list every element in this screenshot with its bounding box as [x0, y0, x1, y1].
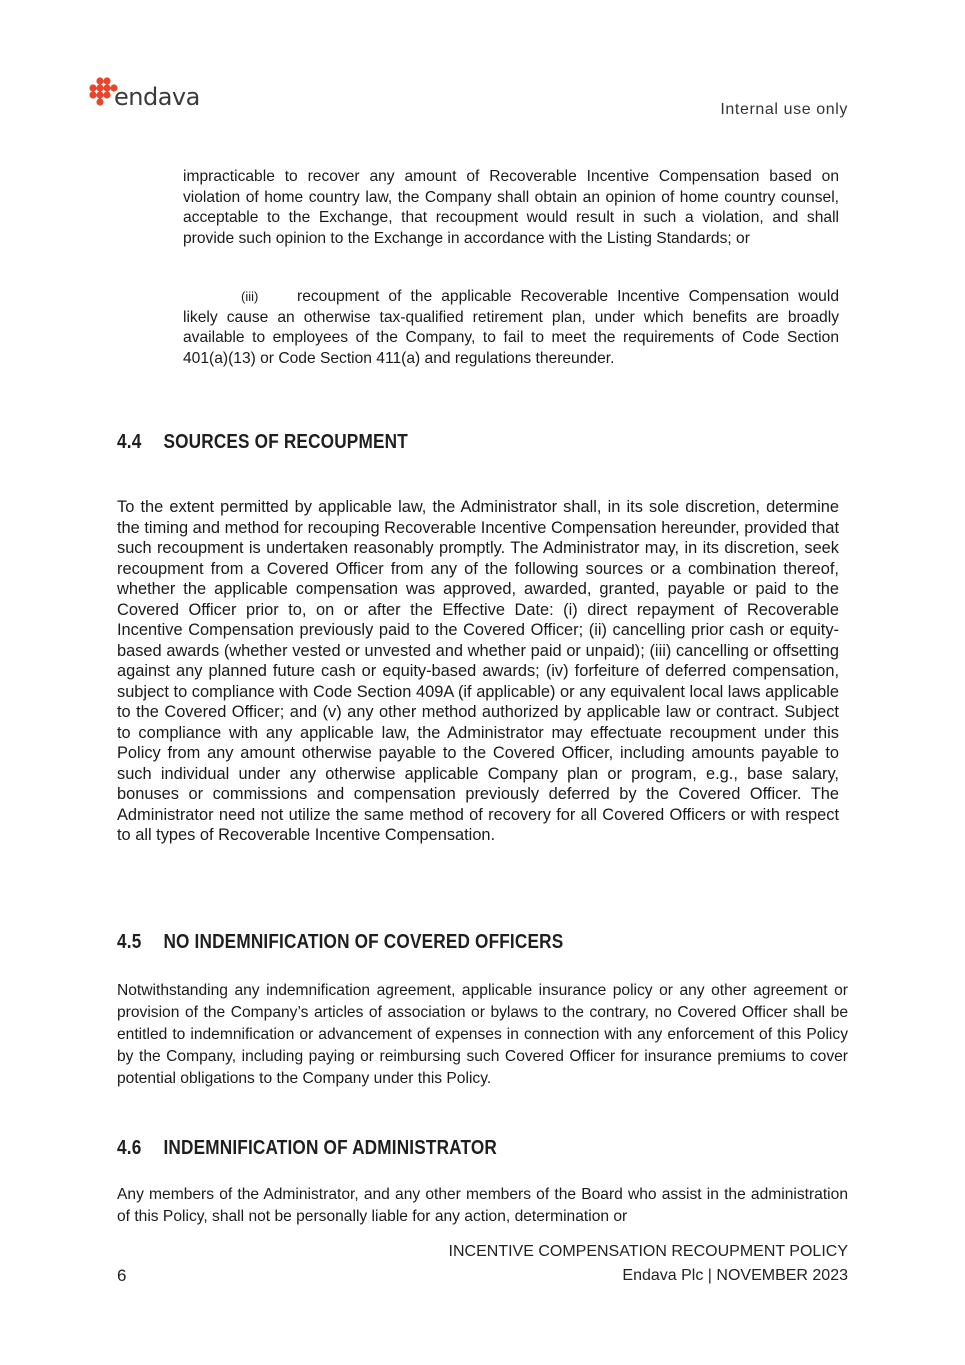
section-number: 4.4: [117, 431, 142, 453]
list-item-body: recoupment of the applicable Recoverable Incentive Compensation would likely cause an otherwise tax-qualified retirement plan, under which benefits are broadly available to employees of the Company, to fail to meet the requirements of Code Section 401(a)(13) or Code Section 411(a) and regulations thereunder.: [183, 288, 839, 367]
section-4-5-body: [117, 980, 848, 1090]
list-item-number: (iii): [241, 289, 259, 304]
section-heading-4-6: [117, 1137, 497, 1160]
footer-company-date: Endava Plc | NOVEMBER 2023: [622, 1267, 848, 1284]
section-heading-4-4: [117, 431, 408, 454]
classification-label: Internal use only: [720, 101, 848, 118]
section-number: 4.5: [117, 931, 142, 953]
section-heading-4-5: [117, 931, 563, 954]
section-number: 4.6: [117, 1137, 142, 1159]
section-4-4-body: [117, 497, 839, 846]
paragraph-text: impracticable to recover any amount of Recoverable Incentive Compensation based on violation of home country law, the Company shall obtain an opinion of home country counsel, acceptable to the Exchange, that recoupment would result in such a violation, and shall provide such opinion to the Exchange in accordance with the Listing Standards; or: [183, 168, 839, 247]
paragraph-text: Any members of the Administrator, and any other members of the Board who assist in the administration of this Policy, shall not be personally liable for any action, determination or: [117, 1186, 848, 1225]
section-title: INDEMNIFICATION OF ADMINISTRATOR: [163, 1137, 497, 1159]
paragraph-text: Notwithstanding any indemnification agreement, applicable insurance policy or any other agreement or provision of the Company’s articles of association or bylaws to the contrary, no Covered Officer shall be entitled to indemnification or advancement of expenses in connection with any enforcement of this Policy by the Company, including paying or reimbursing such Covered Officer for insurance premiums to cover potential obligations to the Company under this Policy.: [117, 982, 848, 1087]
page-number: 6: [117, 1266, 127, 1285]
footer-document-title: INCENTIVE COMPENSATION RECOUPMENT POLICY: [448, 1243, 848, 1260]
list-item-text: [183, 287, 839, 369]
paragraph-text: To the extent permitted by applicable law, the Administrator shall, in its sole discretion, determine the timing and method for recouping Recoverable Incentive Compensation hereunder, provided that such recoupment is undertaken reasonably promptly. The Administrator may, in its discretion, seek recoupment from a Covered Officer from any of the following sources or a combination thereof, whether the applicable compensation was approved, awarded, granted, payable or paid to the Covered Officer prior to, on or after the Effective Date: (i) direct repayment of Recoverable Incentive Compensation previously paid to the Covered Officer; (ii) cancelling prior cash or equity-based awards (whether vested or unvested and whether paid or unpaid); (iii) cancelling or offsetting against any planned future cash or equity-based awards; (iv) forfeiture of deferred compensation, subject to compliance with Code Section 409A (if applicable) or any equivalent local laws applicable to the Covered Officer; and (v) any other method authorized by applicable law or contract. Subject to compliance with any applicable law, the Administrator may effectuate recoupment under this Policy from any amount otherwise payable to the Covered Officer, including amounts payable to such individual under any otherwise applicable Company plan or program, e.g., base salary, bonuses or commissions and compensation previously deferred by the Covered Officer. The Administrator need not utilize the same method of recovery for all Covered Officers or with respect to all types of Recoverable Incentive Compensation.: [117, 498, 839, 844]
paragraph-continuation: [183, 167, 839, 249]
endava-logo: [86, 75, 216, 120]
logo-wordmark: endava: [114, 83, 200, 111]
section-title: NO INDEMNIFICATION OF COVERED OFFICERS: [163, 931, 564, 953]
section-4-6-body: [117, 1184, 848, 1228]
section-title: SOURCES OF RECOUPMENT: [163, 431, 408, 453]
list-item-iii: [183, 287, 839, 369]
